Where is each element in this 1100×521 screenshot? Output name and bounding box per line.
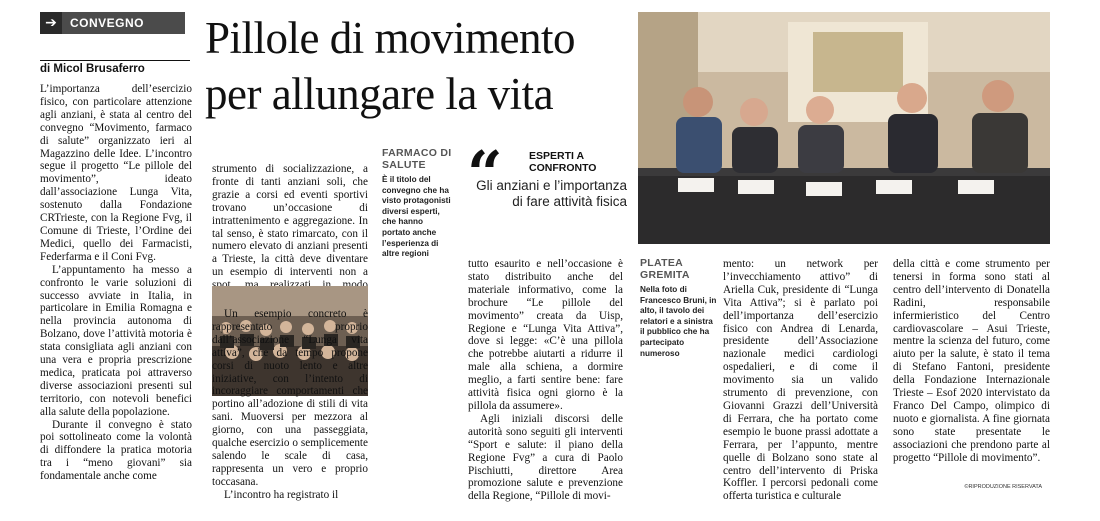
- section-tag: [40, 12, 185, 34]
- pull-quote: [467, 137, 627, 250]
- paragraph: Un esempio concreto è rappresentato proprio dall’associazione “Lunga vita attiva”, che da tempo propone corsi di nuoto lento e altre iniziative, con l’intento di incoraggiare comportamenti che portino all’adozione di stili di vita sani. Muoversi per mezzora al giorno, con una passeggiata, qualche esercizio o semplicemente salendo le scale di casa, rappresenta un vero e proprio toccasana.: [212, 308, 368, 488]
- article-column-3: [468, 258, 623, 503]
- article-column-2-top: [212, 163, 368, 283]
- byline: di Micol Brusaferro: [40, 60, 190, 75]
- paragraph: Durante il convegno è stato poi sottolineato come la volontà di diffondere la pratica motoria tra i “meno giovani” sia fondamentale anche come: [40, 418, 192, 483]
- headline-line-2: per allungare la vita: [205, 69, 554, 119]
- paragraph: mento: un network per l’invecchiamento attivo” di Ariella Cuk, presidente di “Lunga Vita Attiva”; si è parlato poi dell’importanza dell’esercizio fisico con Andrea di Lenarda, presidente dell’Associazione nazionale medici cardiologi ospedalieri, e di come il movimento sia un valido strumento di prevenzione, con Giovanni Grazzi dell’Università di Ferrara, che ha portato come esempio le buone prassi adottate a Ferrara, per l’appunto, mentre quelle di Bolzano sono state al centro dell’intervento di Priska Koffler. I percorsi pedonali come offerta turistica e culturale: [723, 258, 878, 503]
- paragraph: L’importanza dell’esercizio fisico, con particolare attenzione agli anziani, è stata al centro del convegno “Movimento, farmaco di salute” organizzato ieri al Magazzino delle Idee. L’incontro segue il progetto “Le pillole del movimento”, ideato dall’associazione Lunga Vita, sostenuto dalla Fondazione CRTrieste, con la Regione Fvg, il Comune di Trieste, l’Ordine dei Medici, quello dei Farmacisti, Federfarma e il Coni Fvg.: [40, 83, 192, 263]
- article-column-1: [40, 83, 192, 483]
- caption-title: PLATEA GREMITA: [640, 257, 690, 281]
- caption-text: Nella foto di Francesco Bruni, in alto, il tavolo dei relatori e a sinistra il pubblico che ha partecipato numeroso: [640, 285, 717, 358]
- pull-quote-text: Gli anziani e l’importanza di fare attività fisica: [476, 178, 627, 209]
- speakers-photo: [638, 12, 1050, 244]
- paragraph: strumento di socializzazione, a fronte di tanti anziani soli, che grazie a corsi ed eventi sportivi trovano un’occasione di intrattenimento e aggregazione. In tal senso, è stato rimarcato, con il numero elevato di anziani presenti a Trieste, la città deve diventare un esempio di interventi non a: [212, 163, 368, 279]
- copyright-notice: ©RIPRODUZIONE RISERVATA: [964, 484, 1042, 490]
- paragraph: L’incontro ha registrato il: [224, 488, 339, 501]
- sidebar-text: È il titolo del convegno che ha visto protagonisti diversi esperti, che hanno portato anche l’esperienza di altre regioni: [382, 175, 451, 259]
- article-column-2-bottom: [212, 308, 368, 501]
- paragraph: L’appuntamento ha messo a confronto le varie soluzioni di successo avviate in Italia, in particolare in Emilia Romagna e nella provincia autonoma di Bolzano, dove l’attività motoria è stata consigliata agli anziani con una vera e propria prescrizione medica, praticata poi attraverso diverse associazioni presenti sul territorio, con notevoli benefici alla salute della popolazione.: [40, 263, 192, 418]
- sidebar-box: [382, 148, 452, 260]
- article-column-4: [723, 258, 878, 503]
- paragraph: Agli iniziali discorsi delle autorità sono seguiti gli interventi “Sport e salute: il piano della Regione Fvg” a cura di Paolo Pischiutti, direttore Area promozione salute e prevenzione della Regione, “Pillole di movi-: [468, 412, 623, 503]
- photo-caption: [640, 258, 718, 359]
- headline-line-1: Pillole di movimento: [205, 13, 575, 63]
- pull-quote-title: ESPERTI A CONFRONTO: [529, 150, 597, 174]
- paragraph: tutto esaurito e nell’occasione è stato distribuito anche del materiale informativo, come la brochure “Le pillole del movimento” creata da Uisp, Regione e “Lunga Vita Attiva”, dove si legge: «C’è una pillola che potrebbe aiutarti a ridurre il male alla schiena, a dormire meglio, a farti sentire bene: fare attività fisica ogni giorno è la pillola da assumere».: [468, 258, 623, 412]
- arrow-right-icon: ➔: [40, 12, 62, 34]
- paragraph: della città e come strumento per tenersi in forma sono stati al centro dell’intervento di Donatella Radini, responsabile infermieristico del Centro cardiovascolare – Asui Trieste, mentre la scienza del futuro, come aiuto per la salute, è stato il tema di Stefano Fantoni, presidente della Fondazione Internazionale Trieste – Esof 2020 intervistato da Franco Del Campo, olimpico di nuoto e giornalista. A fine giornata sono state presentate le associazioni che prendono parte al progetto “Pillole di movimento”.: [893, 258, 1050, 464]
- section-label: CONVEGNO: [70, 16, 145, 30]
- article-column-5: [893, 258, 1050, 483]
- quote-mark-icon: “: [467, 137, 503, 210]
- headline: [205, 10, 620, 122]
- sidebar-title: FARMACO DI SALUTE: [382, 147, 452, 171]
